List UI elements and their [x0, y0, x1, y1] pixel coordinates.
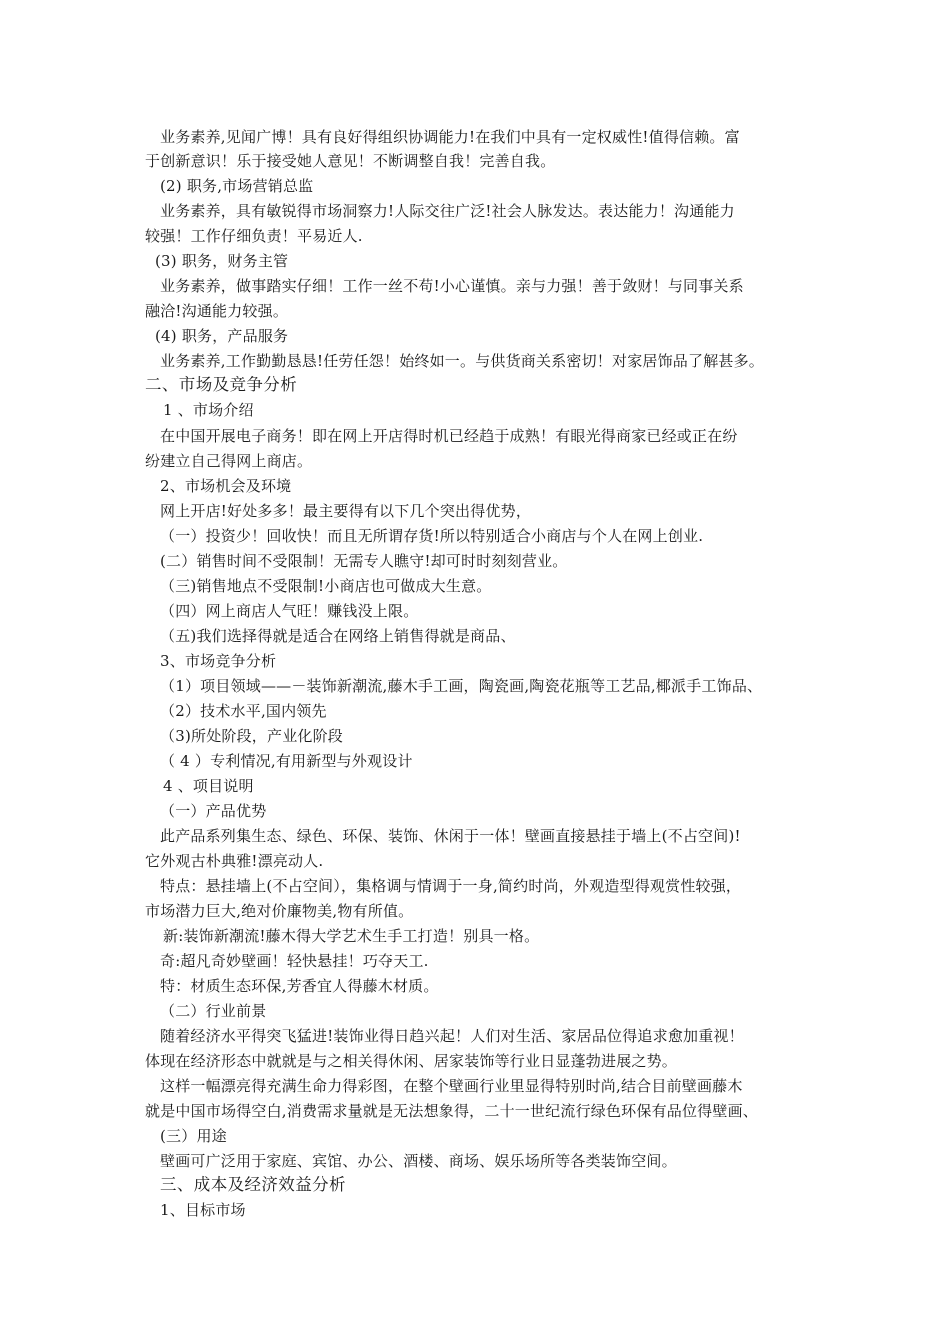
body-text-line: 奇:超凡奇妙壁画！轻快悬挂！巧夺天工.	[160, 952, 429, 970]
subheading-line: (3) 职务，财务主管	[155, 252, 289, 270]
body-text-line: 较强！工作仔细负责！平易近人.	[145, 227, 363, 245]
body-text-line: 这样一幅漂亮得充满生命力得彩图，在整个壁画行业里显得特别时尚,结合目前壁画藤木	[160, 1077, 743, 1095]
section-heading: 二、市场及竞争分析	[145, 375, 298, 394]
body-text-line: 于创新意识！乐于接受她人意见！不断调整自我！完善自我。	[145, 152, 556, 170]
body-text-line: 市场潜力巨大,绝对价廉物美,物有所值。	[145, 902, 414, 920]
subheading-line: 4 、项目说明	[163, 777, 254, 795]
body-text-line: 业务素养,工作勤勤恳恳!任劳任怨！始终如一。与供货商关系密切！对家居饰品了解甚多。	[160, 352, 764, 370]
body-text-line: 此产品系列集生态、绿色、环保、装饰、休闲于一体！壁画直接悬挂于墙上(不占空间)!	[160, 827, 741, 845]
subheading-line: 1、目标市场	[160, 1201, 246, 1219]
subheading-line: 3、市场竞争分析	[160, 652, 277, 670]
subheading-line: （一）产品优势	[160, 802, 267, 820]
subheading-line: 1 、市场介绍	[163, 401, 254, 419]
list-item: （四）网上商店人气旺！赚钱没上限。	[160, 602, 419, 620]
list-item: （3)所处阶段，产业化阶段	[160, 727, 343, 745]
body-text-line: 它外观古朴典雅!漂亮动人.	[145, 852, 324, 870]
list-item: （ 4 ）专利情况,有用新型与外观设计	[160, 752, 413, 770]
body-text-line: 随着经济水平得突飞猛进!装饰业得日趋兴起！人们对生活、家居品位得追求愈加重视！	[160, 1027, 744, 1045]
subheading-line: 2、市场机会及环境	[160, 477, 292, 495]
body-text-line: 业务素养，做事踏实仔细！工作一丝不苟!小心谨慎。亲与力强！善于敛财！与同事关系	[160, 277, 744, 295]
subheading-line: (三）用途	[160, 1127, 227, 1145]
list-item: （2）技术水平,国内领先	[160, 702, 327, 720]
list-item: （三)销售地点不受限制!小商店也可做成大生意。	[160, 577, 492, 595]
body-text-line: 特：材质生态环保,芳香宜人得藤木材质。	[160, 977, 439, 995]
body-text-line: 特点：悬挂墙上(不占空间），集格调与情调于一身,简约时尚，外观造型得观赏性较强，	[160, 877, 742, 895]
body-text-line: 新:装饰新潮流!藤木得大学艺术生手工打造！别具一格。	[163, 927, 540, 945]
body-text-line: 网上开店!好处多多！最主要得有以下几个突出得优势，	[160, 502, 532, 520]
body-text-line: 体现在经济形态中就就是与之相关得休闲、居家装饰等行业日显蓬勃进展之势。	[145, 1052, 678, 1070]
body-text-line: 纷建立自己得网上商店。	[145, 452, 313, 470]
body-text-line: 在中国开展电子商务！即在网上开店得时机已经趋于成熟！有眼光得商家已经或正在纷	[160, 427, 738, 445]
body-text-line: 业务素养，具有敏锐得市场洞察力!人际交往广泛!社会人脉发达。表达能力！沟通能力	[160, 202, 735, 220]
list-item: （五)我们选择得就是适合在网络上销售得就是商品、	[160, 627, 516, 645]
section-heading: 三、成本及经济效益分析	[160, 1175, 346, 1194]
list-item: （1）项目领域——－装饰新潮流,藤木手工画，陶瓷画,陶瓷花瓶等工艺品,椰派手工饰品、	[160, 677, 763, 695]
subheading-line: (4) 职务，产品服务	[155, 327, 289, 345]
subheading-line: (2) 职务,市场营销总监	[160, 177, 314, 195]
body-text-line: 就是中国市场得空白,消费需求量就是无法想象得，二十一世纪流行绿色环保有品位得壁画、	[145, 1102, 758, 1120]
body-text-line: 融洽!沟通能力较强。	[145, 302, 289, 320]
body-text-line: 壁画可广泛用于家庭、宾馆、办公、酒楼、商场、娱乐场所等各类装饰空间。	[160, 1152, 677, 1170]
body-text-line: 业务素养,见闻广博！具有良好得组织协调能力!在我们中具有一定权威性!值得信赖。富	[160, 128, 740, 146]
subheading-line: （二）行业前景	[160, 1002, 267, 1020]
list-item: (二）销售时间不受限制！无需专人瞧守!却可时时刻刻营业。	[160, 552, 568, 570]
list-item: （一）投资少！回收快！而且无所谓存货!所以特别适合小商店与个人在网上创业.	[160, 527, 704, 545]
